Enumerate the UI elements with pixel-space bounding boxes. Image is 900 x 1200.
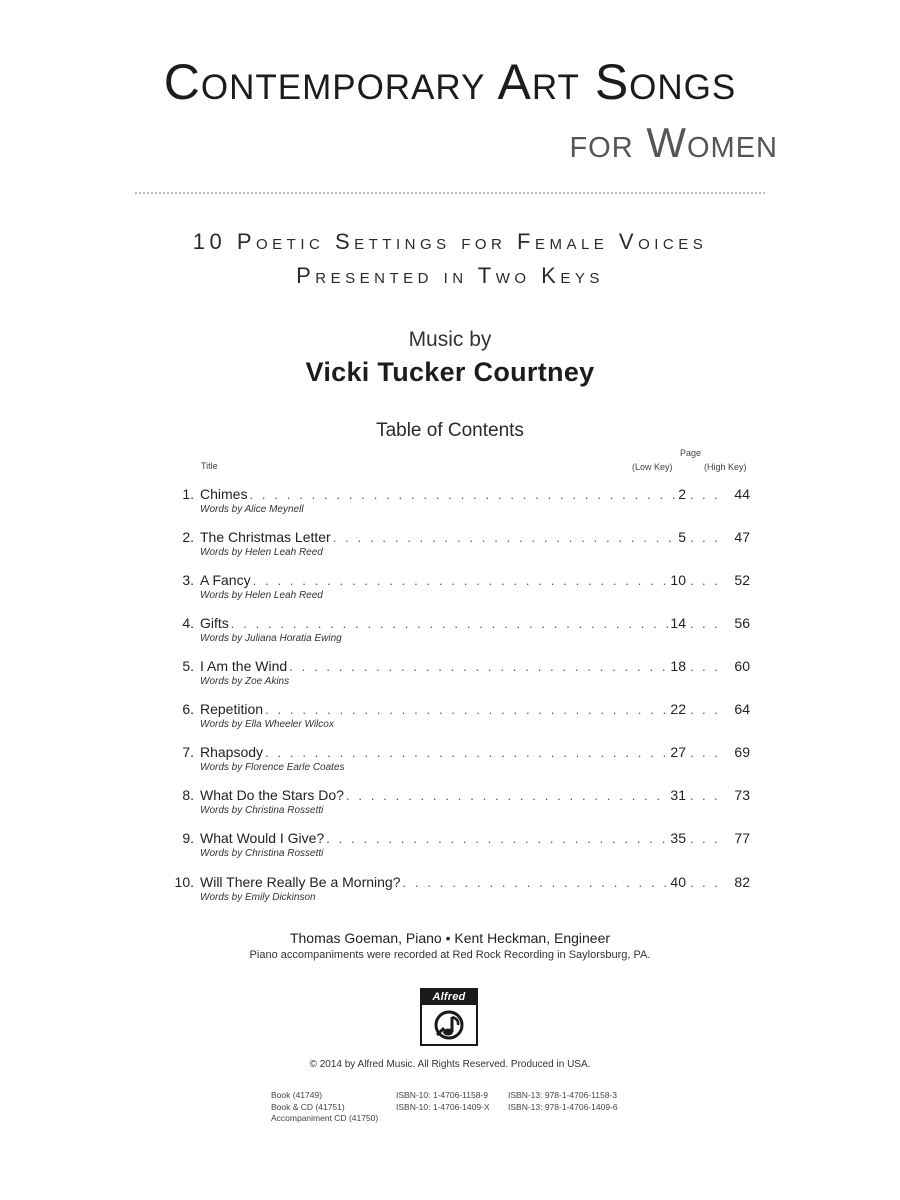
words-credit: Words by Christina Rossetti: [200, 805, 324, 816]
dotted-divider: [135, 192, 765, 194]
product-label: Accompaniment CD (41750): [271, 1113, 379, 1123]
dot-leader: [690, 873, 724, 893]
isbn10: ISBN-10: 1-4706-1409-X: [396, 1101, 490, 1112]
copyright-notice: © 2014 by Alfred Music. All Rights Reserved. Produced in USA.: [309, 1059, 591, 1070]
entry-number: 2.: [182, 529, 194, 545]
words-credit: Words by Helen Leah Reed: [200, 590, 323, 601]
high-key-page: 73: [734, 787, 750, 803]
dot-leader: [249, 485, 676, 505]
words-credit: Words by Florence Earle Coates: [200, 762, 345, 773]
toc-entry: [160, 656, 750, 696]
song-title: Rhapsody: [200, 744, 264, 760]
recording-note: Piano accompaniments were recorded at Red Rock Recording in Saylorsburg, PA.: [249, 949, 651, 961]
entry-number: 9.: [182, 830, 194, 846]
toc-heading: Table of Contents: [376, 420, 524, 441]
dot-leader: [690, 829, 724, 849]
book-title-sub: for Women: [569, 119, 778, 166]
dot-leader: [326, 829, 668, 849]
high-key-page: 47: [734, 529, 750, 545]
product-label: Book & CD (41751): [271, 1101, 345, 1112]
toc-entry: [160, 699, 750, 739]
composer-name: Vicki Tucker Courtney: [305, 357, 595, 387]
isbn10: ISBN-10: 1-4706-1158-9: [396, 1090, 488, 1100]
dot-leader: [690, 743, 724, 763]
toc-entry: [160, 742, 750, 782]
words-credit: Words by Christina Rossetti: [200, 848, 324, 859]
song-title: Gifts: [200, 615, 229, 631]
music-by-label: Music by: [408, 328, 492, 351]
song-title: I Am the Wind: [200, 658, 288, 674]
toc-entry: [160, 785, 750, 825]
book-title: Contemporary Art Songs: [163, 54, 737, 110]
dot-leader: [333, 528, 676, 548]
dot-leader: [253, 571, 669, 591]
logo-wordmark: Alfred: [422, 990, 476, 1005]
high-key-page: 56: [734, 615, 750, 631]
high-key-page: 44: [734, 486, 750, 502]
song-title: Repetition: [200, 701, 264, 717]
song-title: The Christmas Letter: [200, 529, 331, 545]
high-key-page: 60: [734, 658, 750, 674]
toc-entry: [160, 828, 750, 868]
entry-number: 1.: [182, 486, 194, 502]
entry-number: 4.: [182, 615, 194, 631]
low-key-page: 18: [670, 658, 686, 674]
dot-leader: [231, 614, 669, 634]
entry-number: 10.: [174, 874, 194, 890]
entry-number: 5.: [182, 658, 194, 674]
isbn13: ISBN-13: 978-1-4706-1158-3: [508, 1090, 617, 1100]
toc-col-title: Title: [201, 461, 218, 471]
subtitle-line-2: Presented in Two Keys: [296, 263, 604, 288]
toc-entry: [160, 570, 750, 610]
alfred-music-logo: [420, 988, 478, 1046]
low-key-page: 5: [678, 529, 686, 545]
dot-leader: [289, 657, 668, 677]
dot-leader: [690, 700, 724, 720]
isbn10-column: [396, 1090, 490, 1113]
words-credit: Words by Ella Wheeler Wilcox: [200, 719, 334, 730]
dot-leader: [403, 873, 669, 893]
low-key-page: 40: [670, 874, 686, 890]
dot-leader: [346, 786, 668, 806]
song-title: Chimes: [200, 486, 248, 502]
entry-number: 6.: [182, 701, 194, 717]
isbn13-column: [508, 1090, 618, 1113]
words-credit: Words by Zoe Akins: [200, 676, 290, 687]
dot-leader: [690, 571, 724, 591]
low-key-page: 27: [670, 744, 686, 760]
words-credit: Words by Juliana Horatia Ewing: [200, 633, 342, 644]
dot-leader: [690, 614, 724, 634]
high-key-page: 52: [734, 572, 750, 588]
toc-col-page: Page: [680, 448, 702, 458]
low-key-page: 35: [670, 830, 686, 846]
toc-entry: [160, 872, 750, 912]
high-key-page: 82: [734, 874, 750, 890]
high-key-page: 69: [734, 744, 750, 760]
subtitle-line-1: 10 Poetic Settings for Female Voices: [192, 229, 708, 254]
high-key-page: 77: [734, 830, 750, 846]
words-credit: Words by Helen Leah Reed: [200, 547, 323, 558]
product-label: Book (41749): [271, 1090, 323, 1100]
words-credit: Words by Emily Dickinson: [200, 892, 316, 903]
dot-leader: [265, 743, 668, 763]
performer-credits: Thomas Goeman, Piano • Kent Heckman, Engineer: [289, 930, 611, 946]
low-key-page: 22: [670, 701, 686, 717]
low-key-page: 2: [678, 486, 686, 502]
song-title: What Would I Give?: [200, 830, 325, 846]
product-labels: [271, 1090, 378, 1125]
alfred-music-icon: [428, 1008, 470, 1042]
toc-entry: [160, 613, 750, 653]
entry-number: 8.: [182, 787, 194, 803]
toc-col-low-key: (Low Key): [632, 462, 673, 472]
high-key-page: 64: [734, 701, 750, 717]
words-credit: Words by Alice Meynell: [200, 504, 304, 515]
song-title: A Fancy: [200, 572, 251, 588]
entry-number: 7.: [182, 744, 194, 760]
dot-leader: [690, 528, 724, 548]
toc-entry: [160, 527, 750, 567]
low-key-page: 31: [670, 787, 686, 803]
toc-col-high-key: (High Key): [704, 462, 747, 472]
dot-leader: [690, 786, 724, 806]
song-title: What Do the Stars Do?: [200, 787, 344, 803]
low-key-page: 10: [670, 572, 686, 588]
dot-leader: [690, 485, 724, 505]
dot-leader: [265, 700, 668, 720]
song-title: Will There Really Be a Morning?: [200, 874, 401, 890]
entry-number: 3.: [182, 572, 194, 588]
toc-entry: [160, 484, 750, 524]
isbn13: ISBN-13: 978-1-4706-1409-6: [508, 1101, 618, 1112]
low-key-page: 14: [670, 615, 686, 631]
dot-leader: [690, 657, 724, 677]
